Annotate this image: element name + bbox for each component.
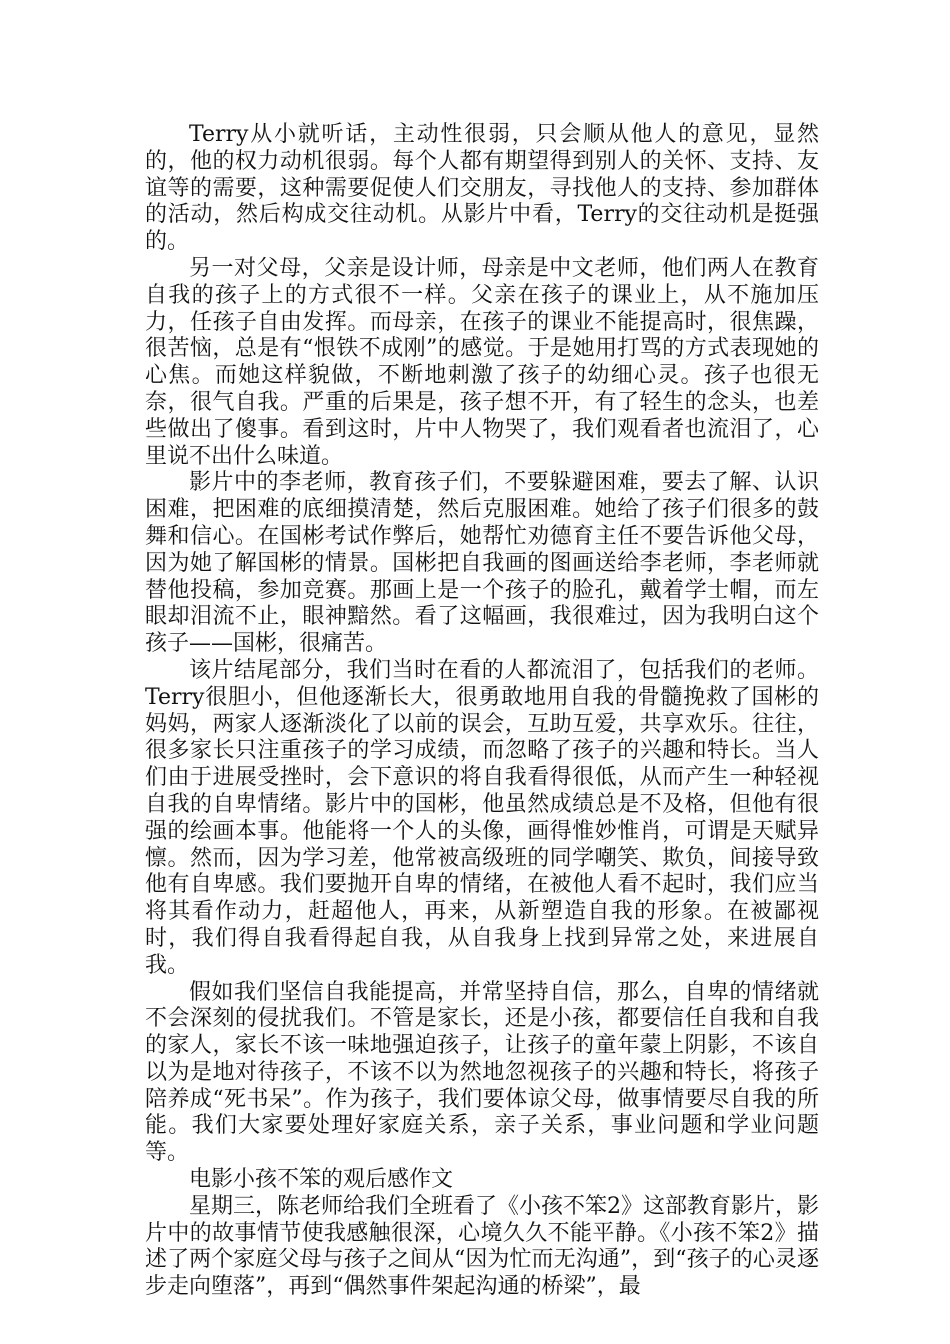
paragraph-4: 该片结尾部分，我们当时在看的人都流泪了，包括我们的老师。Terry很胆小，但他逐渐长大，很勇敢地用自我的骨髓挽救了国彬的妈妈，两家人逐渐淡化了以前的误会，互助互爱，共享欢乐。往往，很多家长只注重孩子的学习成绩，而忽略了孩子的兴趣和特长。当人们由于进展受挫时，会下意识的将自我看得很低，从而产生一种轻视自我的自卑情绪。影片中的国彬，他虽然成绩总是不及格，但他有很强的绘画本事。他能将一个人的头像，画得惟妙惟肖，可谓是天赋异懔。然而，因为学习差，他常被高级班的同学嘲笑、欺负，间接导致他有自卑感。我们要抛开自卑的情绪，在被他人看不起时，我们应当将其看作动力，赶超他人，再来，从新塑造自我的形象。在被鄙视时，我们得自我看得起自我，从自我身上找到异常之处，来进展自我。 (145, 657, 819, 978)
paragraph-1: Terry从小就听话，主动性很弱，只会顺从他人的意见，显然的，他的权力动机很弱。每个人都有期望得到别人的关怀、支持、友谊等的需要，这种需要促使人们交朋友，寻找他人的支持、参加群体的活动，然后构成交往动机。从影片中看，Terry的交往动机是挺强的。 (145, 122, 819, 255)
paragraph-6: 星期三，陈老师给我们全班看了《小孩不笨2》这部教育影片，影片中的故事情节使我感触很深，心境久久不能平静。《小孩不笨2》描述了两个家庭父母与孩子之间从“因为忙而无沟通”，到“孩子的心灵逐步走向堕落”，再到“偶然事件架起沟通的桥梁”，最 (145, 1193, 819, 1300)
document-body (145, 122, 819, 1301)
paragraph-2: 另一对父母，父亲是设计师，母亲是中文老师，他们两人在教育自我的孩子上的方式很不一样。父亲在孩子的课业上，从不施加压力，任孩子自由发挥。而母亲，在孩子的课业不能提高时，很焦躁，很苦恼，总是有“恨铁不成刚”的感觉。于是她用打骂的方式表现她的心焦。而她这样貌做，不断地刺激了孩子的幼细心灵。孩子也很无奈，很气自我。严重的后果是，孩子想不开，有了轻生的念头，也差些做出了傻事。看到这时，片中人物哭了，我们观看者也流泪了，心里说不出什么味道。 (145, 255, 819, 469)
paragraph-3: 影片中的李老师，教育孩子们，不要躲避困难，要去了解、认识困难，把困难的底细摸清楚，然后克服困难。她给了孩子们很多的鼓舞和信心。在国彬考试作弊后，她帮忙劝德育主任不要告诉他父母，因为她了解国彬的情景。国彬把自我画的图画送给李老师，李老师就替他投稿，参加竞赛。那画上是一个孩子的脸孔，戴着学士帽，而左眼却泪流不止，眼神黯然。看了这幅画，我很难过，因为我明白这个孩子——国彬，很痛苦。 (145, 470, 819, 657)
section-title: 电影小孩不笨的观后感作文 (189, 1167, 454, 1193)
paragraph-5: 假如我们坚信自我能提高，并常坚持自信，那么，自卑的情绪就不会深刻的侵扰我们。不管是家长，还是小孩，都要信任自我和自我的家人，家长不该一味地强迫孩子，让孩子的童年蒙上阴影，不该自以为是地对待孩子，不该不以为然地忽视孩子的兴趣和特长，将孩子陪养成“死书呆”。作为孩子，我们要体谅父母，做事情要尽自我的所能。我们大家要处理好家庭关系，亲子关系，事业问题和学业问题等。 (145, 979, 819, 1166)
